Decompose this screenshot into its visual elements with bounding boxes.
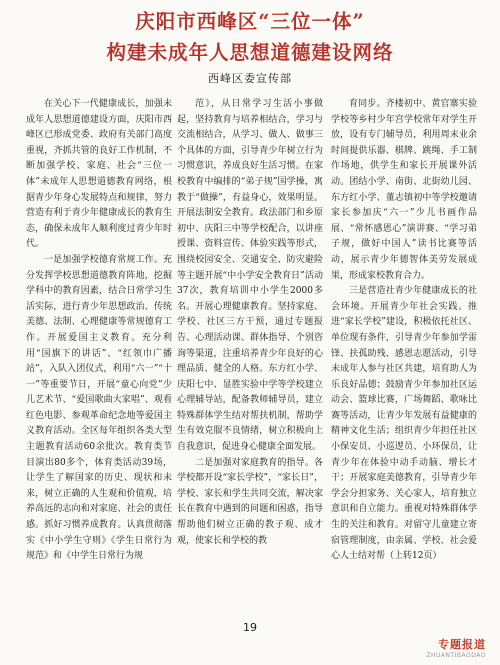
article-byline: 西峰区委宣传部 [208,72,292,85]
paragraph: 一是加强学校德育常规工作。充分发挥学校思想道德教育阵地，挖掘学科中的教育因素，结合日常学习生活实际，进行青少年思想政治、传统美德、法制、心理健康等常规德育工作。开展爱国主义教育。充分利用“国旗下的讲话”、“红领巾广播站”，入队入团仪式，利用“六一”“十一”等重要节日，开展“童心向党”少儿艺术节、“爱国歌曲大家唱”、观看红色电影、参观革命纪念地等爱国主义教育活动。全区每年组织各类大型主题教育活动60余批次。教育类节目演出80多个，体育类活动39场，让学生了解国家的历史、现状和未来，树立正确的人生观和价值观，培养高远的志向和对家庭、社会的责任感。抓好习惯养成教育。认真贯彻落实《中小学生守则》《学生日常行为规范》和《中学生日常行为规 [26,254,172,562]
section-name-en: ZHUANTIBAODAO [426,652,486,659]
paragraph: 范》，从日常学习生活小事做起，坚持教育与培养相结合，学习与交流相结合，从学习、做人、做事三个具体的方面，引导青少年树立行为习惯意识，养成良好生活习惯。在家校教育中编排的“弟子规”国学操，寓教于“做操”，有益身心，效果明显。开展法制安全教育。政法部门和乡原初中、庆阳三中等学校配合，以讲座授课、资料宣传、体验实践等形式，围绕校园安全、交通安全、防灾避险等主题开展“中小学安全教育日”活动37次，教育培训中小学生2000多名。开展心理健康教育。坚持家庭、学校、社区三方干预，通过专题报告、心理活动课、群体指导、个别咨询等渠道，注重培养青少年良好的心理品质、健全的人格。东方红小学、庆阳七中、显胜实验中学等学校建立心理辅导站，配备教师辅导员，建立特殊群体学生结对帮扶机制，帮助学生有效克服不良情绪，树立积极向上自我意识，促进身心健康全面发展。 [177,99,323,453]
page-number: 19 [243,621,257,634]
text-column-3 [331,97,477,615]
section-name: 专题报道 [438,638,486,651]
paragraph: 三是营造社青少年健康成长的社会环境。开展青少年社会实践。推进“家长学校”建设，积极依托社区、单位现有条件，引导青少年参加学雷锋、扶孤助残、感恩志愿活动，引导未成年人参与社区共建，培育助人为乐良好品德；鼓励青少年参加社区运动会、篮球比赛，广场舞蹈、歌咏比赛等活动，让青少年发展有益健康的精神文化生活；组织青少年担任社区小保安员、小巡逻员、小环保员，让青少年在体验中动手动脑、增长才干；开展家庭美德教育，引导青少年学会分担家务、关心家人，培育独立意识和自立能力。重视对特殊群体学生的关注和教育。对留守儿童建立寄宿管理制度，由亲属、学校、社会爱心人士结对帮（上转12页） [331,286,477,562]
paragraph: 二是加强对家庭教育的指导。各学校都开设“家长学校”，“家长日”，学校、家长和学生共同交流，解决家长在教育中遇到的问题和困惑，指导帮助他们树立正确的教子观、成才观，使家长和学校的教 [177,457,323,546]
text-column-2 [177,97,323,615]
article-title-line1: 庆阳市西峰区“三位一体” [135,10,365,33]
paragraph: 在关心下一代健康成长，加强未成年人思想道德建设方面，庆阳市西峰区已形成党委、政府有关部门高度重视，齐抓共管的良好工作机制，不断加强学校、家庭、社会“三位一体”未成年人思想道德教育网络，根据青少年身心发展特点和规律，努力营造有利于青少年健康成长的教育生态，确保未成年人顺利度过青少年时代。 [26,99,172,250]
text-column-1 [26,97,172,615]
article-title-line2: 构建未成年人思想道德建设网络 [106,41,394,64]
paragraph: 育同步。齐楼初中、黄官寨实验学校等乡村少年宫学校常年对学生开放，设有专门辅导员，利用周末业余时间提供乐器、棋牌、跳绳、手工制作场地，供学生和家长开展课外活动。团结小学、南街、北街幼儿园、东方红小学、董志镇初中等学校邀请家长参加庆“六一”少儿书画作品展、“常怀感恩心”演讲赛、“学习弟子规，做好中国人”读书比赛等活动，展示青少年德智体美劳发展成果，形成家校教育合力。 [331,99,477,281]
section-brand [426,636,486,659]
